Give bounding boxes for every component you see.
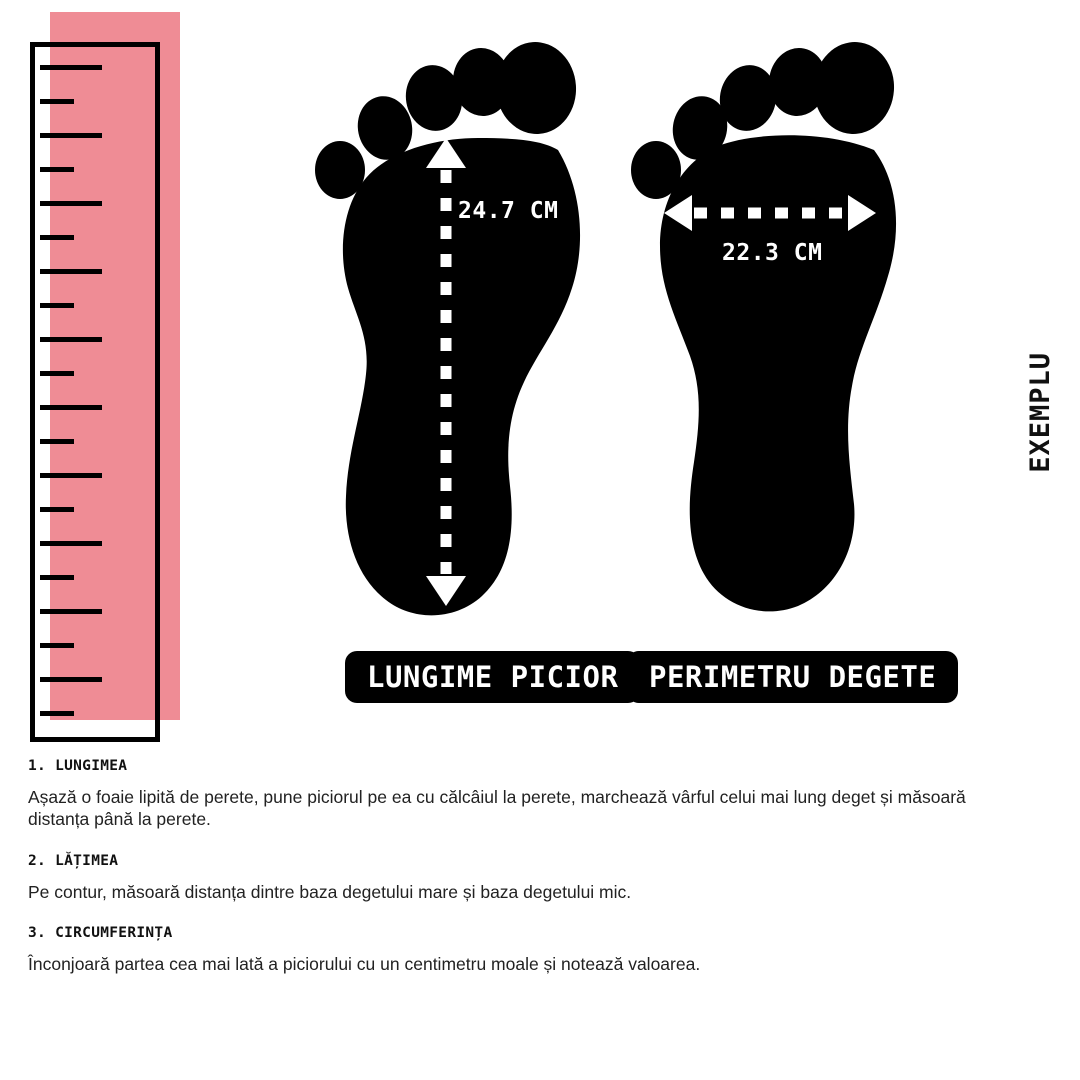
ruler-tick — [40, 371, 74, 376]
measuring-ruler — [20, 12, 190, 742]
ruler-tick — [40, 133, 102, 138]
ruler-tick — [40, 711, 74, 716]
toe-girth-caption: PERIMETRU DEGETE — [627, 651, 958, 703]
right-foot-silhouette — [630, 30, 920, 630]
instructions-list — [28, 758, 1058, 998]
step-1-title: 1. LUNGIMEA — [28, 758, 128, 774]
ruler-tick — [40, 643, 74, 648]
ruler-tick — [40, 507, 74, 512]
toe-girth-arrow-icon — [664, 192, 876, 234]
ruler-tick — [40, 201, 102, 206]
step-3-body: Înconjoară partea cea mai lată a piciorului cu un centimetru moale și notează valoarea. — [28, 954, 701, 975]
step-3-title: 3. CIRCUMFERINȚA — [28, 925, 173, 942]
ruler-tick — [40, 99, 74, 104]
ruler-tick — [40, 541, 102, 546]
step-1-body: Așază o foaie lipită de perete, pune piciorul pe ea cu călcâiul la perete, marchează vârful celui mai lung deget și măsoară distanța până la perete. — [28, 787, 966, 830]
ruler-tick — [40, 269, 102, 274]
ruler-tick — [40, 235, 74, 240]
foot-length-caption: LUNGIME PICIOR — [345, 651, 640, 703]
toe-girth-value: 22.3 CM — [722, 240, 823, 266]
ruler-outline — [30, 42, 160, 742]
example-vertical-label: EXEMPLU — [1025, 352, 1056, 473]
ruler-tick — [40, 405, 102, 410]
ruler-tick — [40, 575, 74, 580]
ruler-tick — [40, 337, 102, 342]
ruler-tick — [40, 473, 102, 478]
ruler-tick — [40, 303, 74, 308]
ruler-tick — [40, 609, 102, 614]
step-2-body: Pe contur, măsoară distanța dintre baza degetului mare și baza degetului mic. — [28, 881, 632, 902]
ruler-tick — [40, 439, 74, 444]
ruler-tick — [40, 677, 102, 682]
foot-length-value: 24.7 CM — [458, 198, 559, 224]
step-2-title: 2. LĂȚIMEA — [28, 852, 119, 869]
ruler-tick — [40, 167, 74, 172]
ruler-tick — [40, 65, 102, 70]
